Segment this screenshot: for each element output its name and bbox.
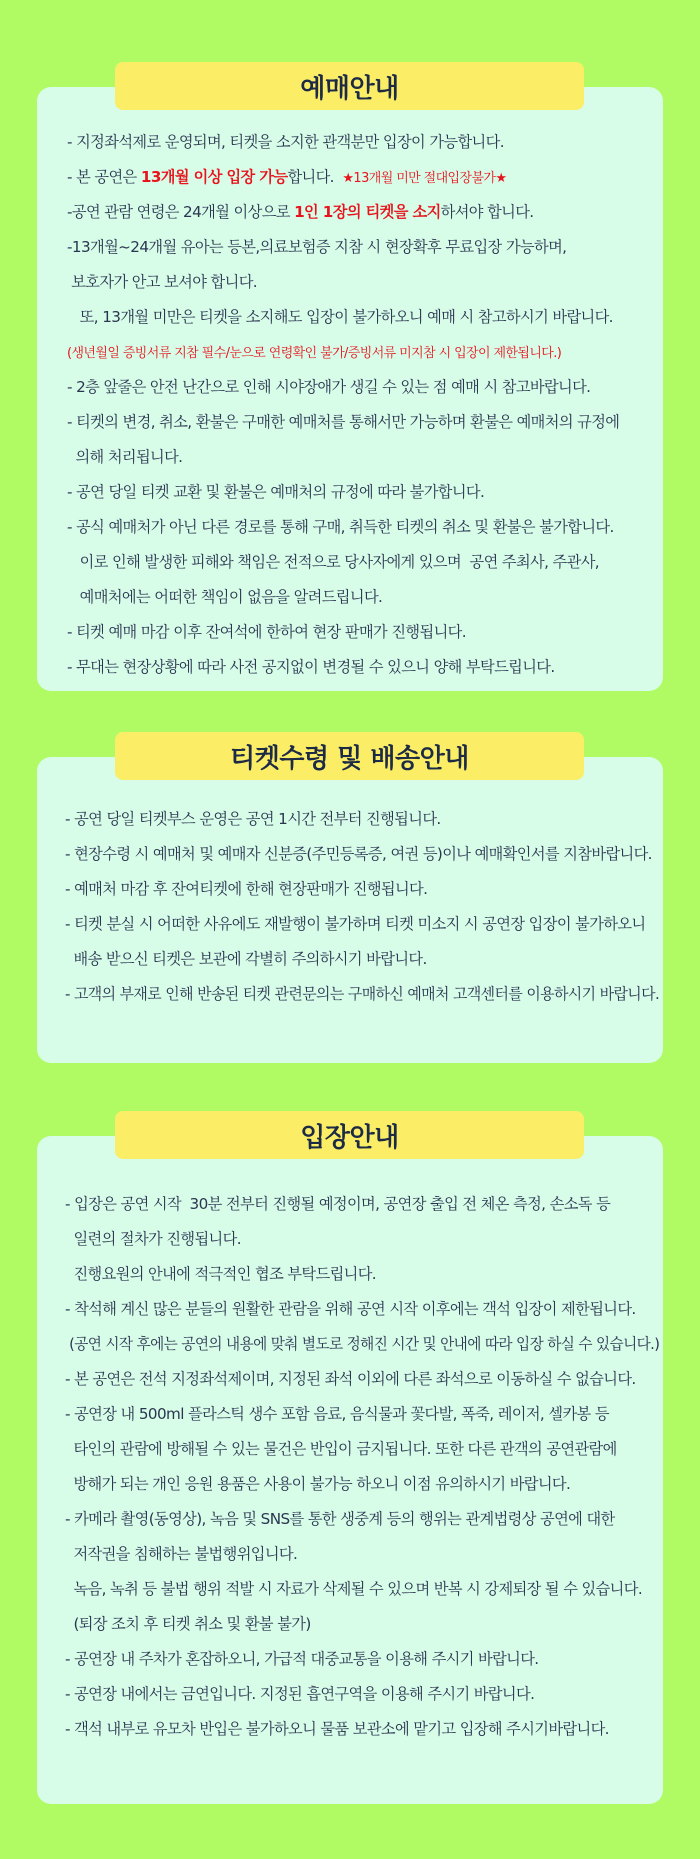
info-line	[67, 132, 504, 152]
info-line	[67, 377, 590, 397]
info-line	[67, 237, 566, 257]
line-text: 녹음, 녹취 등 불법 행위 적발 시 자료가 삭제될 수 있으며 반복 시 강제퇴장 될 수 있습니다.	[65, 1580, 643, 1598]
info-line	[67, 552, 599, 572]
line-text: 하셔야 합니다.	[440, 203, 534, 221]
info-line	[67, 447, 182, 467]
line-text: 합니다.	[287, 168, 343, 186]
info-line	[67, 272, 257, 292]
info-line	[67, 482, 484, 502]
line-text: - 현장수령 시 예매처 및 예매자 신분증(주민등록증, 여권 등)이나 예매확인서를 지참바랍니다.	[65, 845, 652, 863]
info-line	[65, 1229, 241, 1249]
line-text: - 지정좌석제로 운영되며, 티켓을 소지한 관객분만 입장이 가능합니다.	[67, 133, 504, 151]
info-line	[65, 1684, 534, 1704]
line-text: - 카메라 촬영(동영상), 녹음 및 SNS를 통한 생중계 등의 행위는 관계법령상 공연에 대한	[65, 1510, 615, 1528]
booking-info-title: 예매안내	[115, 62, 584, 110]
line-text: (퇴장 조치 후 티켓 취소 및 환불 불가)	[65, 1615, 311, 1633]
line-text: - 티켓 분실 시 어떠한 사유에도 재발행이 불가하며 티켓 미소지 시 공연장 입장이 불가하오니	[65, 915, 646, 933]
info-line	[67, 167, 506, 189]
info-line	[65, 1474, 570, 1494]
line-text: - 입장은 공연 시작 30분 전부터 진행될 예정이며, 공연장 출입 전 체온 측정, 손소독 등	[65, 1195, 611, 1213]
info-line	[65, 914, 645, 934]
info-line	[65, 1509, 615, 1529]
line-text: 배송 받으신 티켓은 보관에 각별히 주의하시기 바랍니다.	[65, 950, 427, 968]
line-text: -13개월~24개월 유아는 등본,의료보험증 지참 시 현장확후 무료입장 가능하며,	[67, 238, 567, 256]
info-line	[65, 1544, 297, 1564]
line-text: 타인의 관람에 방해될 수 있는 물건은 반입이 금지됩니다. 또한 다른 관객의 공연관람에	[65, 1440, 617, 1458]
info-line	[65, 1649, 539, 1669]
line-text: -공연 관람 연령은 24개월 이상으로	[67, 203, 295, 221]
highlight-text: ★13개월 미만 절대입장불가★	[342, 171, 507, 186]
line-text: - 공연 당일 티켓부스 운영은 공연 1시간 전부터 진행됩니다.	[65, 810, 441, 828]
line-text: 의해 처리됩니다.	[67, 448, 183, 466]
line-text: 일련의 절차가 진행됩니다.	[65, 1230, 241, 1248]
info-line	[65, 1264, 376, 1284]
line-text: 저작권을 침해하는 불법행위입니다.	[65, 1545, 298, 1563]
line-text: 보호자가 안고 보셔야 합니다.	[67, 273, 257, 291]
line-text: (공연 시작 후에는 공연의 내용에 맞춰 별도로 정해진 시간 및 안내에 따라 입장 하실 수 있습니다.)	[65, 1335, 660, 1353]
line-text: - 2층 앞줄은 안전 난간으로 인해 시야장애가 생길 수 있는 점 예매 시 참고바랍니다.	[67, 378, 591, 396]
line-text: - 예매처 마감 후 잔여티켓에 한해 현장판매가 진행됩니다.	[65, 880, 428, 898]
info-line	[67, 657, 555, 677]
line-text: 이로 인해 발생한 피해와 책임은 전적으로 당사자에게 있으며 공연 주최사, 주관사,	[67, 553, 599, 571]
info-line	[67, 307, 613, 327]
info-line	[65, 879, 427, 899]
line-text: 방해가 되는 개인 응원 용품은 사용이 불가능 하오니 이점 유의하시기 바랍니다.	[65, 1475, 571, 1493]
info-line	[65, 1614, 311, 1634]
info-line	[67, 587, 382, 607]
info-line	[67, 342, 561, 364]
info-line	[67, 412, 619, 432]
booking-info-card	[37, 87, 663, 691]
info-line	[65, 1334, 659, 1354]
line-text: - 티켓의 변경, 취소, 환불은 구매한 예매처를 통해서만 가능하며 환불은 예매처의 규정에	[67, 413, 620, 431]
line-text: - 본 공연은	[67, 168, 141, 186]
line-text: - 고객의 부재로 인해 반송된 티켓 관련문의는 구매하신 예매처 고객센터를 이용하시기 바랍니다.	[65, 985, 660, 1003]
info-line	[65, 984, 659, 1004]
line-text: - 본 공연은 전석 지정좌석제이며, 지정된 좌석 이외에 다른 좌석으로 이동하실 수 없습니다.	[65, 1370, 636, 1388]
line-text: 예매처에는 어떠한 책임이 없음을 알려드립니다.	[67, 588, 383, 606]
line-text: - 객석 내부로 유모차 반입은 불가하오니 물품 보관소에 맡기고 입장해 주시기바랍니다.	[65, 1720, 609, 1738]
entry-info-title: 입장안내	[115, 1111, 584, 1159]
line-text: - 공식 예매처가 아닌 다른 경로를 통해 구매, 취득한 티켓의 취소 및 환불은 불가합니다.	[67, 518, 614, 536]
line-text: - 공연장 내에서는 금연입니다. 지정된 흡연구역을 이용해 주시기 바랍니다.	[65, 1685, 535, 1703]
line-text: - 착석해 계신 많은 분들의 원활한 관람을 위해 공연 시작 이후에는 객석 입장이 제한됩니다.	[65, 1300, 636, 1318]
line-text: - 무대는 현장상황에 따라 사전 공지없이 변경될 수 있으니 양해 부탁드립니다.	[67, 658, 555, 676]
info-line	[65, 1404, 609, 1424]
info-line	[67, 517, 614, 537]
info-line	[65, 1194, 610, 1214]
ticket-pickup-title: 티켓수령 및 배송안내	[115, 732, 584, 780]
info-line	[65, 1719, 609, 1739]
highlight-text: (생년월일 증빙서류 지참 필수/눈으로 연령확인 불가/증빙서류 미지참 시 입장이 제한됩니다.)	[67, 346, 562, 361]
info-line	[67, 202, 534, 222]
entry-info-card	[37, 1136, 663, 1804]
info-line	[65, 1299, 636, 1319]
highlight-text: 1인 1장의 티켓을 소지	[294, 203, 441, 221]
ticket-pickup-card	[37, 757, 663, 1063]
line-text: 진행요원의 안내에 적극적인 협조 부탁드립니다.	[65, 1265, 377, 1283]
info-line	[65, 809, 441, 829]
line-text: - 공연 당일 티켓 교환 및 환불은 예매처의 규정에 따라 불가합니다.	[67, 483, 485, 501]
line-text: - 공연장 내 500ml 플라스틱 생수 포함 음료, 음식물과 꽃다발, 폭죽, 레이저, 셀카봉 등	[65, 1405, 609, 1423]
info-line	[65, 1369, 636, 1389]
info-line	[65, 949, 427, 969]
info-line	[65, 1579, 642, 1599]
line-text: - 티켓 예매 마감 이후 잔여석에 한하여 현장 판매가 진행됩니다.	[67, 623, 466, 641]
info-line	[65, 844, 652, 864]
info-line	[65, 1439, 617, 1459]
line-text: 또, 13개월 미만은 티켓을 소지해도 입장이 불가하오니 예매 시 참고하시기 바랍니다.	[67, 308, 613, 326]
highlight-text: 13개월 이상 입장 가능	[140, 168, 288, 186]
line-text: - 공연장 내 주차가 혼잡하오니, 가급적 대중교통을 이용해 주시기 바랍니다.	[65, 1650, 539, 1668]
info-line	[67, 622, 466, 642]
